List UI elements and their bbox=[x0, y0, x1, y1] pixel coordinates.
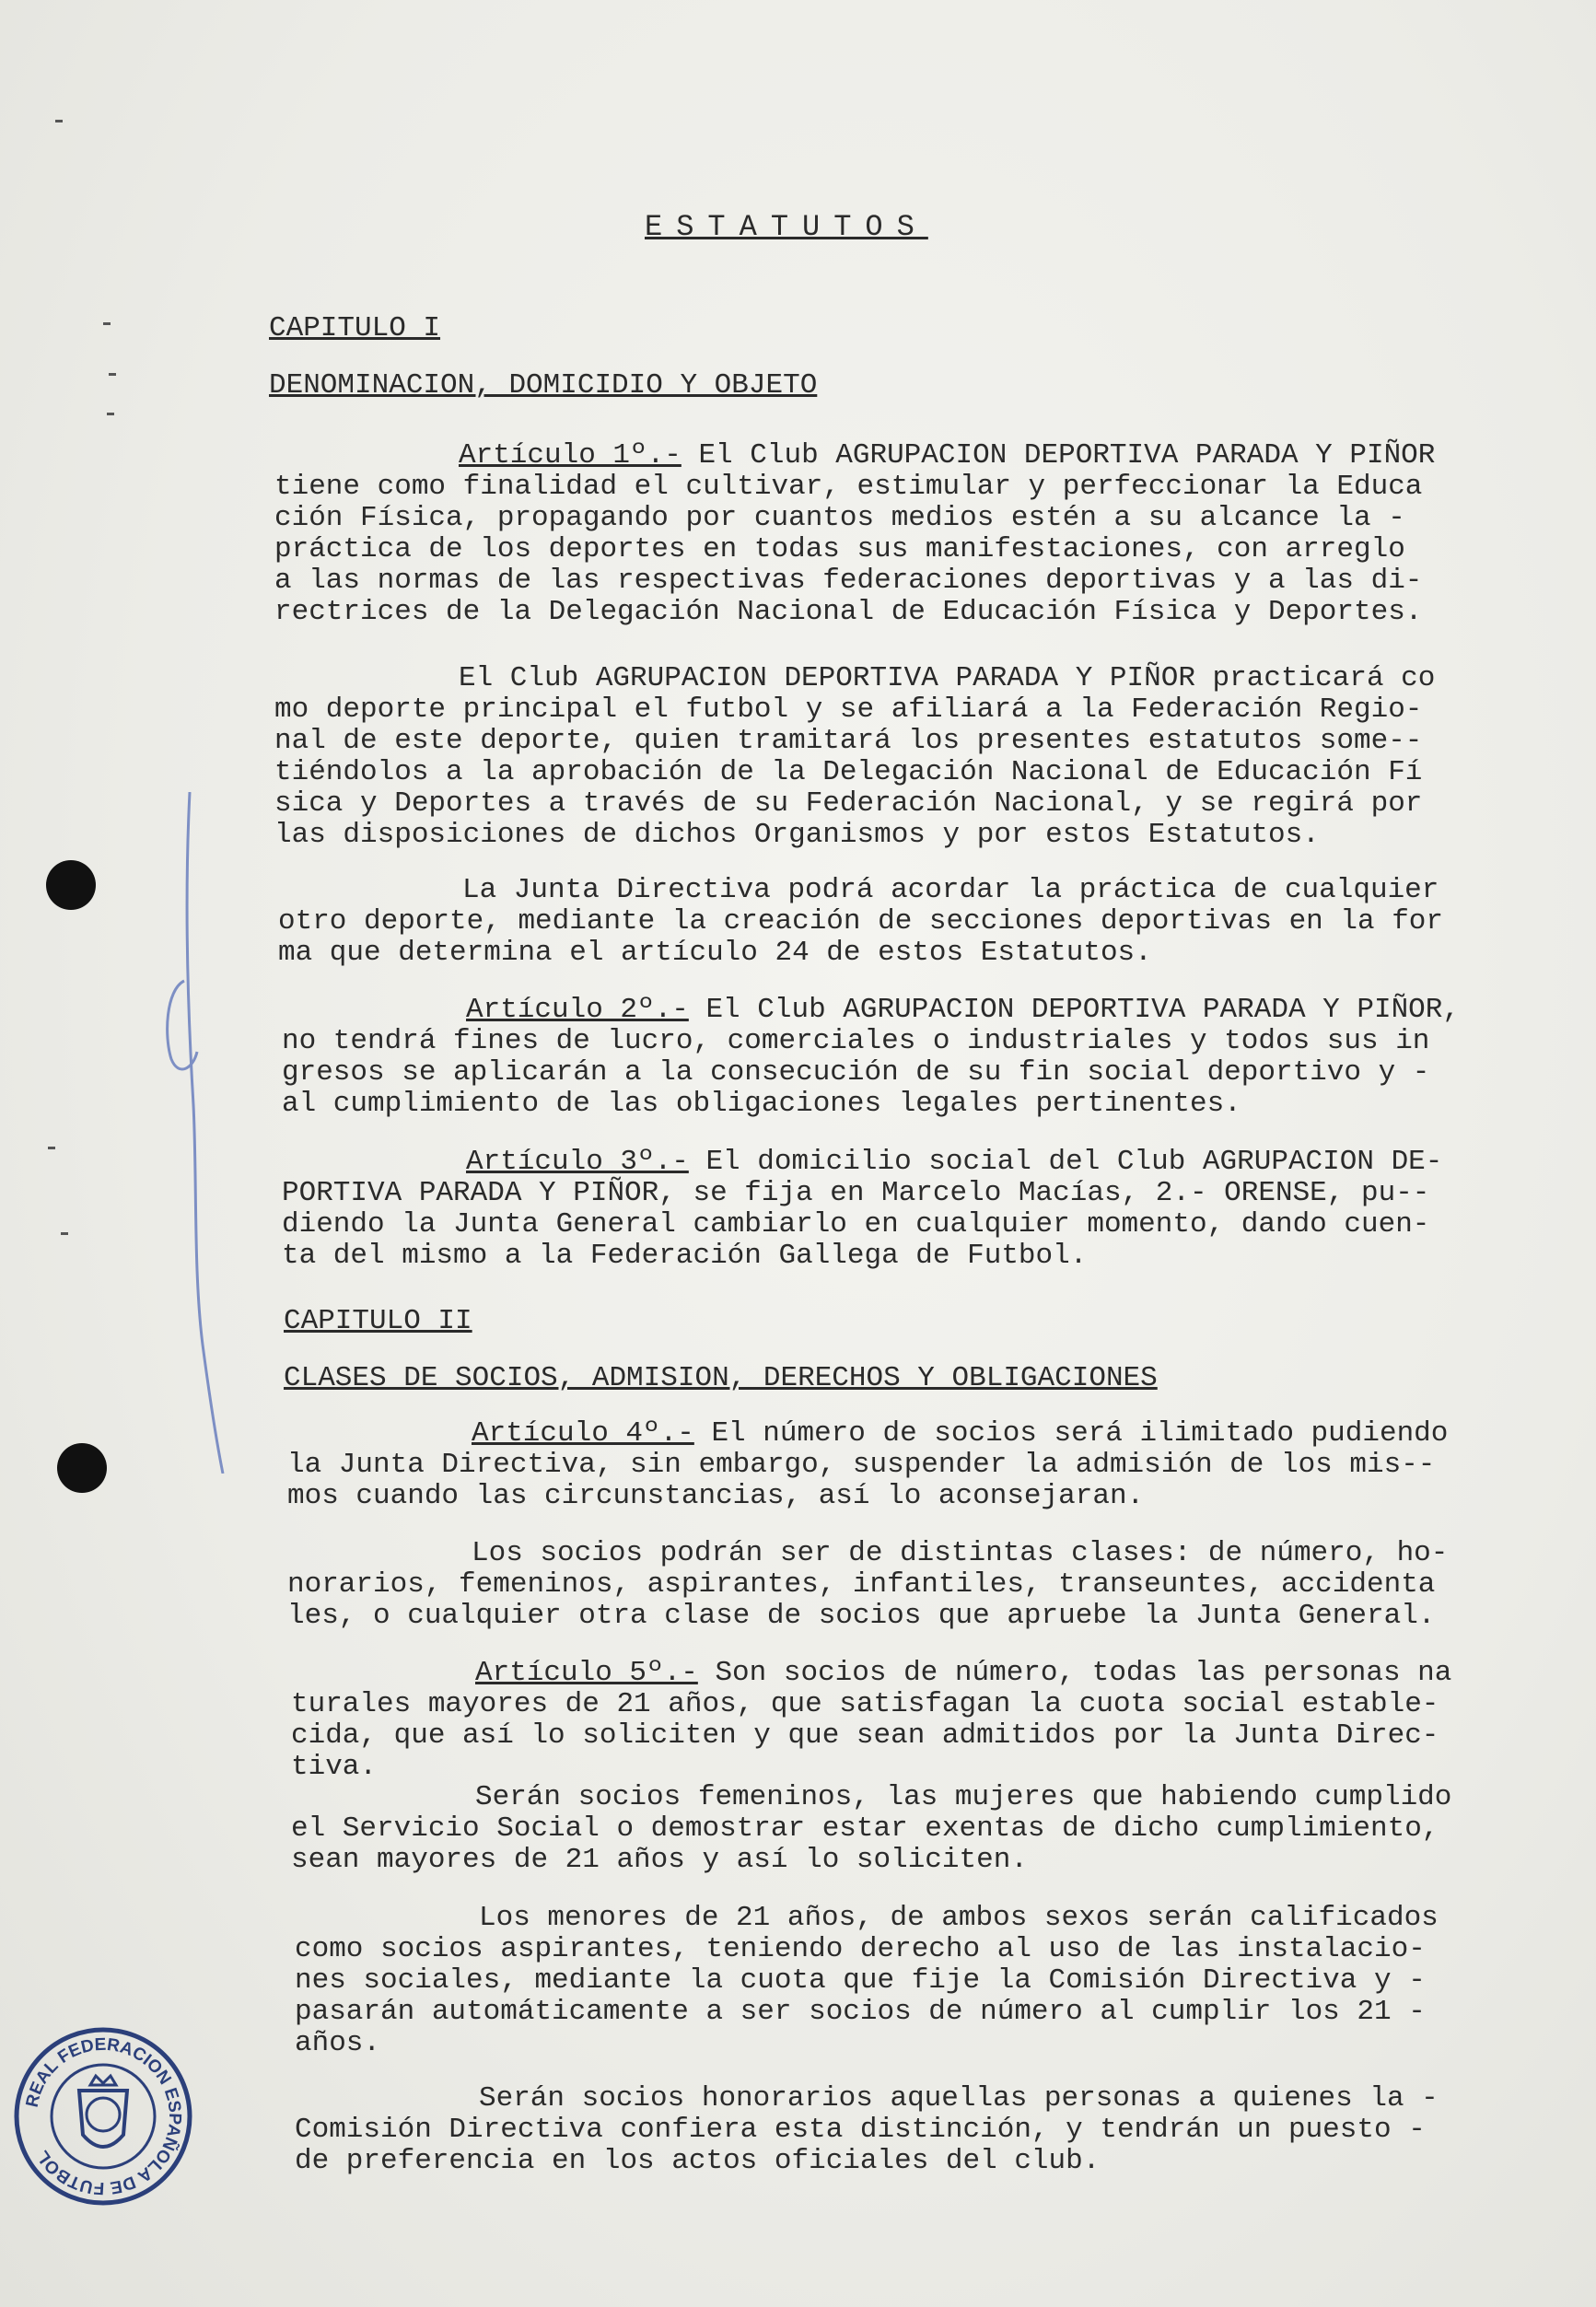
text-line: otro deporte, mediante la creación de secciones deportivas en la for bbox=[278, 905, 1444, 938]
document-title: ESTATUTOS bbox=[645, 210, 928, 244]
text-line: Los menores de 21 años, de ambos sexos serán calificados bbox=[479, 1902, 1439, 1934]
text-line: tiene como finalidad el cultivar, estimular y perfeccionar la Educa bbox=[274, 471, 1423, 503]
text-line: el Servicio Social o demostrar estar exentas de dicho cumplimiento, bbox=[291, 1812, 1439, 1845]
article-1-first-line bbox=[274, 440, 1555, 472]
text-line: PORTIVA PARADA Y PIÑOR, se fija en Marcelo Macías, 2.- ORENSE, pu-- bbox=[282, 1177, 1430, 1209]
text-line: nal de este deporte, quien tramitará los presentes estatutos some-- bbox=[274, 725, 1423, 757]
text-line: práctica de los deportes en todas sus manifestaciones, con arreglo bbox=[274, 533, 1405, 565]
article-5-paragraph-4 bbox=[295, 2083, 1575, 2177]
text-line: Los socios podrán ser de distintas clases: de número, ho- bbox=[472, 1537, 1449, 1569]
chapter-label: CAPITULO I bbox=[269, 312, 441, 344]
text-line: no tendrá fines de lucro, comerciales o industriales y todos sus in bbox=[282, 1025, 1430, 1057]
article-5-paragraph-3 bbox=[295, 1903, 1575, 2059]
text-line: años. bbox=[295, 2027, 381, 2059]
article-1 bbox=[274, 440, 1555, 628]
text-line: ción Física, propagando por cuantos medios estén a su alcance la - bbox=[274, 502, 1405, 534]
text-line: la Junta Directiva, sin embargo, suspender la admisión de los mis-- bbox=[287, 1449, 1436, 1481]
punch-hole-top bbox=[46, 860, 96, 910]
article-5-first-line bbox=[291, 1658, 1571, 1689]
text-line: Serán socios femeninos, las mujeres que habiendo cumplido bbox=[475, 1781, 1452, 1813]
article-label: Artículo 1º.- bbox=[459, 439, 682, 472]
article-label: Artículo 4º.- bbox=[472, 1417, 694, 1450]
article-3 bbox=[282, 1147, 1562, 1272]
article-1-paragraph-3 bbox=[278, 875, 1558, 969]
federation-stamp bbox=[11, 2024, 195, 2208]
margin-mark bbox=[55, 120, 63, 122]
text-line: pasarán automáticamente a ser socios de número al cumplir los 21 - bbox=[295, 1996, 1426, 2028]
article-label: Artículo 5º.- bbox=[475, 1657, 698, 1689]
margin-mark bbox=[48, 1147, 55, 1149]
text-line: mos cuando las circunstancias, así lo aconsejaran. bbox=[287, 1480, 1145, 1512]
text-line: El Club AGRUPACION DEPORTIVA PARADA Y PIÑOR bbox=[681, 439, 1436, 472]
chapter-heading: DENOMINACION, DOMICIDIO Y OBJETO bbox=[269, 369, 818, 402]
article-2-first-line bbox=[282, 995, 1562, 1026]
text-line: las disposiciones de dichos Organismos y por estos Estatutos. bbox=[274, 819, 1320, 851]
text-line: ta del mismo a la Federación Gallega de Futbol. bbox=[282, 1240, 1088, 1272]
text-line: gresos se aplicarán a la consecución de su fin social deportivo y - bbox=[282, 1056, 1430, 1089]
text-line: turales mayores de 21 años, que satisfagan la cuota social estable- bbox=[291, 1688, 1439, 1720]
text-line: diendo la Junta General cambiarlo en cualquier momento, dando cuen- bbox=[282, 1208, 1430, 1241]
text-line: tiva. bbox=[291, 1751, 378, 1783]
margin-mark bbox=[109, 373, 116, 376]
article-4-paragraph-2 bbox=[287, 1538, 1567, 1632]
article-3-first-line bbox=[282, 1147, 1562, 1178]
margin-mark bbox=[107, 413, 114, 415]
text-line: El domicilio social del Club AGRUPACION DE- bbox=[688, 1146, 1443, 1178]
margin-mark bbox=[103, 322, 111, 325]
text-line: ma que determina el artículo 24 de estos Estatutos. bbox=[278, 937, 1152, 969]
text-line: Son socios de número, todas las personas na bbox=[697, 1657, 1452, 1689]
text-line: El Club AGRUPACION DEPORTIVA PARADA Y PIÑOR, bbox=[688, 994, 1460, 1026]
text-line: La Junta Directiva podrá acordar la práctica de cualquier bbox=[462, 874, 1439, 906]
text-line: El Club AGRUPACION DEPORTIVA PARADA Y PIÑOR practicará co bbox=[459, 662, 1436, 694]
text-line: les, o cualquier otra clase de socios que apruebe la Junta General. bbox=[287, 1600, 1436, 1632]
article-5-paragraph-2 bbox=[291, 1782, 1571, 1876]
text-line: Serán socios honorarios aquellas personas a quienes la - bbox=[479, 2082, 1439, 2115]
text-line: tiéndolos a la aprobación de la Delegación Nacional de Educación Fí bbox=[274, 756, 1423, 788]
article-4 bbox=[287, 1418, 1567, 1512]
text-line: cida, que así lo soliciten y que sean admitidos por la Junta Direc- bbox=[291, 1719, 1439, 1752]
chapter-heading: CLASES DE SOCIOS, ADMISION, DERECHOS Y OBLIGACIONES bbox=[284, 1362, 1158, 1394]
article-label: Artículo 2º.- bbox=[466, 994, 689, 1026]
article-1-paragraph-2 bbox=[274, 663, 1555, 851]
text-line: sica y Deportes a través de su Federación Nacional, y se regirá por bbox=[274, 787, 1423, 820]
stamp-text: REAL FEDERACION ESPAÑOLA DE FUTBOL bbox=[22, 2034, 185, 2198]
text-line: nes sociales, mediante la cuota que fije la Comisión Directiva y - bbox=[295, 1964, 1426, 1997]
punch-hole-bottom bbox=[57, 1443, 107, 1493]
article-label: Artículo 3º.- bbox=[466, 1146, 689, 1178]
article-2 bbox=[282, 995, 1562, 1120]
text-line: El número de socios será ilimitado pudiendo bbox=[693, 1417, 1449, 1450]
pencil-margin-mark bbox=[157, 792, 258, 1474]
text-line: como socios aspirantes, teniendo derecho al uso de las instalacio- bbox=[295, 1933, 1426, 1965]
text-line: de preferencia en los actos oficiales del club. bbox=[295, 2145, 1101, 2177]
text-line: norarios, femeninos, aspirantes, infantiles, transeuntes, accidenta bbox=[287, 1568, 1436, 1601]
article-4-first-line bbox=[287, 1418, 1567, 1450]
text-line: al cumplimiento de las obligaciones legales pertinentes. bbox=[282, 1088, 1241, 1120]
text-line: Comisión Directiva confiera esta distinción, y tendrán un puesto - bbox=[295, 2114, 1426, 2146]
text-line: mo deporte principal el futbol y se afiliará a la Federación Regio- bbox=[274, 693, 1423, 726]
text-line: a las normas de las respectivas federaciones deportivas y a las di- bbox=[274, 565, 1423, 597]
chapter-label: CAPITULO II bbox=[284, 1305, 472, 1337]
text-line: rectrices de la Delegación Nacional de Educación Física y Deportes. bbox=[274, 596, 1423, 628]
article-5 bbox=[291, 1658, 1571, 1783]
text-line: sean mayores de 21 años y así lo soliciten. bbox=[291, 1844, 1028, 1876]
margin-mark bbox=[61, 1232, 68, 1235]
